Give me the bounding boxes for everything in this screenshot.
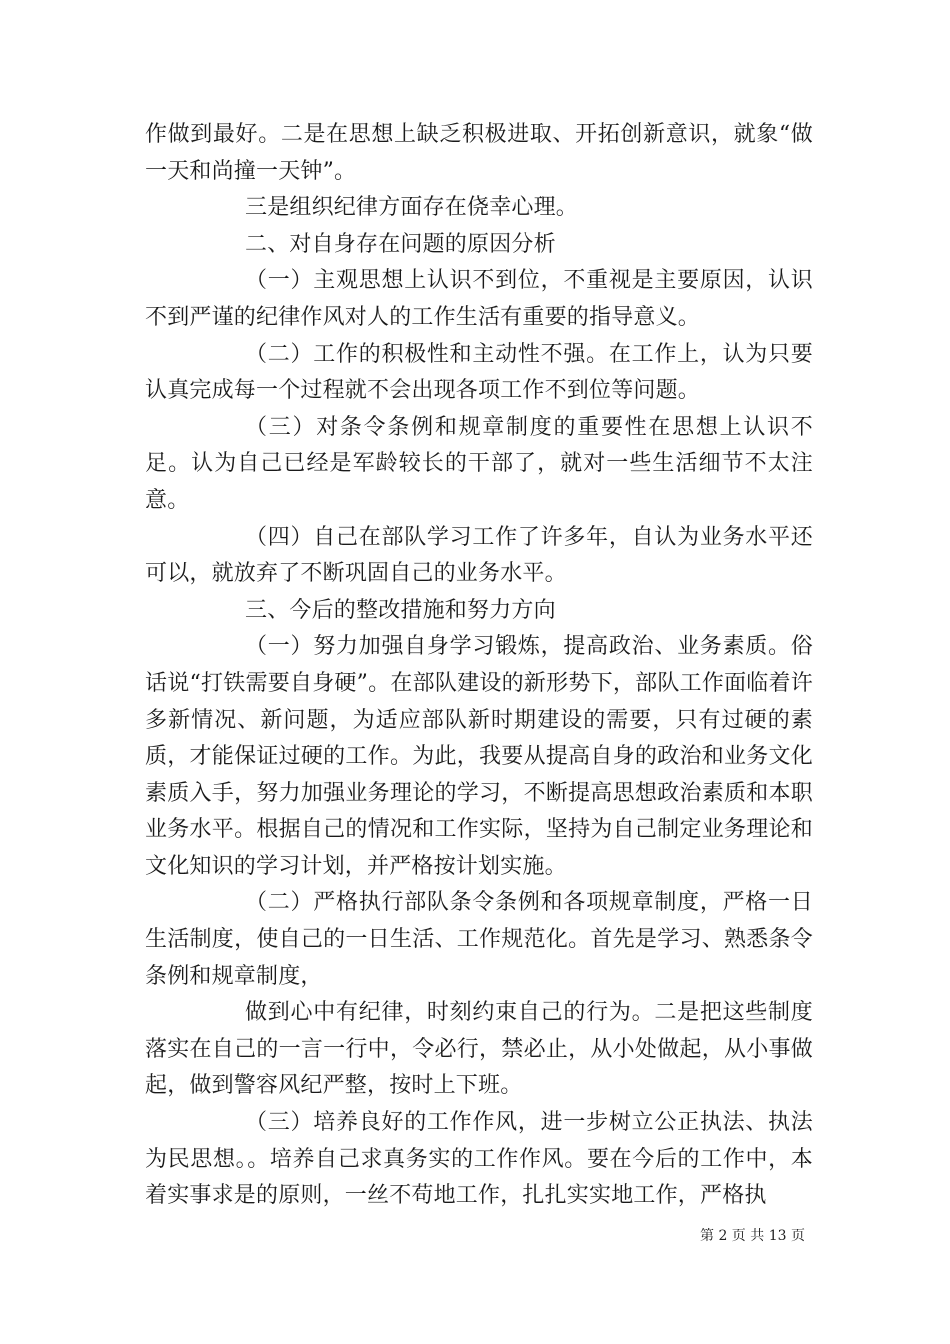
paragraph-continuation: 作做到最好。二是在思想上缺乏积极进取、开拓创新意识，就象“做一天和尚撞一天钟”。 <box>145 122 813 184</box>
cause-item-2: （二）工作的积极性和主动性不强。在工作上，认为只要认真完成每一个过程就不会出现各项工作不到位等问题。 <box>145 341 813 404</box>
document-body <box>145 117 813 1215</box>
measure-item-2: （二）严格执行部队条令条例和各项规章制度，严格一日生活制度，使自己的一日生活、工作规范化。首先是学习、熟悉条令条例和规章制度， <box>145 890 813 989</box>
section-heading-cause-analysis: 二、对自身存在问题的原因分析 <box>245 231 556 257</box>
measure-item-2-continued: 做到心中有纪律，时刻约束自己的行为。二是把这些制度落实在自己的一言一行中，令必行，禁必止，从小处做起，从小事做起，做到警容风纪严整，按时上下班。 <box>145 1000 813 1099</box>
page-number-footer: 第 2 页 共 13 页 <box>700 1228 805 1244</box>
cause-item-3: （三）对条令条例和规章制度的重要性在思想上认识不足。认为自己已经是军龄较长的干部了，就对一些生活细节不太注意。 <box>145 414 813 513</box>
section-heading-measures: 三、今后的整改措施和努力方向 <box>245 597 556 623</box>
cause-item-1: （一）主观思想上认识不到位，不重视是主要原因，认识不到严谨的纪律作风对人的工作生活有重要的指导意义。 <box>145 268 813 330</box>
paragraph-discipline-issue: 三是组织纪律方面存在侥幸心理。 <box>245 195 579 221</box>
measure-item-1: （一）努力加强自身学习锻炼，提高政治、业务素质。俗话说“打铁需要自身硬”。在部队建设的新形势下，部队工作面临着许多新情况、新问题，为适应部队新时期建设的需要，只有过硬的素质，才能保证过硬的工作。为此，我要从提高自身的政治和业务文化素质入手，努力加强业务理论的学习，不断提高思想政治素质和本职业务水平。根据自己的情况和工作实际，坚持为自己制定业务理论和文化知识的学习计划，并严格按计划实施。 <box>145 634 813 879</box>
measure-item-3: （三）培养良好的工作作风，进一步树立公正执法、执法为民思想。。培养自己求真务实的工作作风。要在今后的工作中，本着实事求是的原则，一丝不苟地工作，扎扎实实地工作，严格执 <box>145 1110 813 1209</box>
cause-item-4: （四）自己在部队学习工作了许多年，自认为业务水平还可以，就放弃了不断巩固自己的业务水平。 <box>145 524 813 587</box>
